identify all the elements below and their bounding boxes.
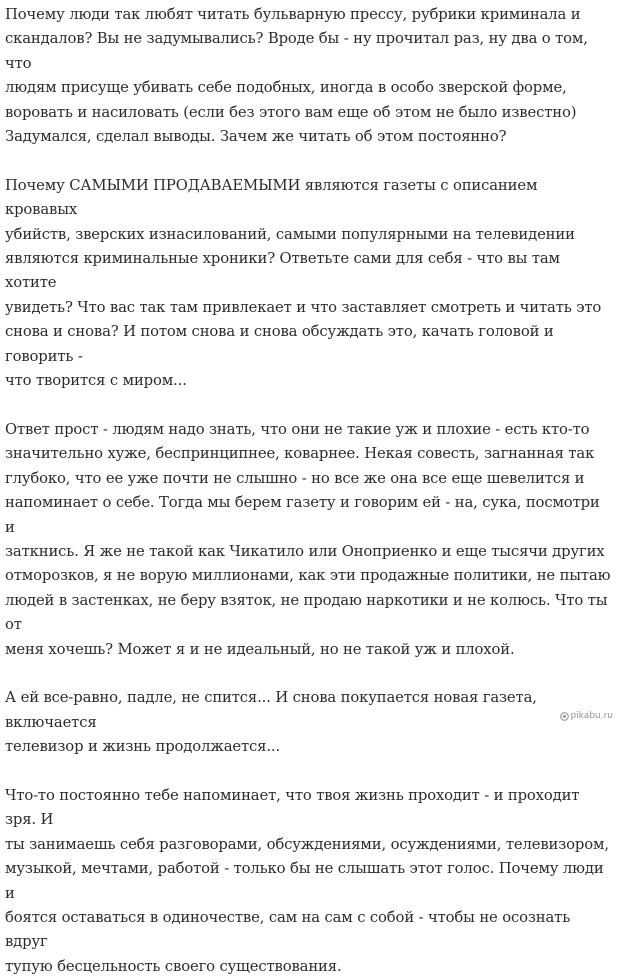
article-body [5,3,613,979]
article-paragraph-3: Ответ прост - людям надо знать, что они не такие уж и плохие - есть кто-то значительно хуже, беспринципнее, коварнее. Некая совесть, загнанная так глубоко, что ее уже почти не слышно - но все же она все еще шевелится и напоминает о себе. Тогда мы берем газету и говорим ей - на, сука, посмотри и заткнись. Я же не такой как Чикатило или Оноприенко и еще тысячи других отморозков, я не ворую миллионами, как эти продажные политики, не пытаю людей в застенках, не беру взяток, не продаю наркотики и не колюсь. Что ты от меня хочешь? Может я и не идеальный, но не такой уж и плохой. [5,420,611,658]
pikabu-logo-icon [560,712,569,721]
article-paragraph-4: А ей все-равно, падле, не спится... И снова покупается новая газета, включается телевизор и жизнь продолжается... [5,689,537,756]
pikabu-watermark [560,711,613,721]
watermark-text: pikabu.ru [570,711,613,721]
article-paragraph-5: Что-то постоянно тебе напоминает, что твоя жизнь проходит - и проходит зря. И ты занимаешь себя разговорами, обсуждениями, осуждениями, телевизором, музыкой, мечтами, работой - только бы не слышать этот голос. Почему люди и боятся оставаться в одиночестве, сам на сам с собой - чтобы не осознать вдруг тупую бесцельность своего существования. [5,786,609,975]
article-paragraph-2: Почему САМЫМИ ПРОДАВАЕМЫМИ являются газеты с описанием кровавых убийств, зверских изнасилований, самыми популярными на телевидении являются криминальные хроники? Ответьте сами для себя - что вы там хотите увидеть? Что вас так там привлекает и что заставляет смотреть и читать это снова и снова? И потом снова и снова обсуждать это, качать головой и говорить - что творится с миром... [5,176,602,390]
article-paragraph-1: Почему люди так любят читать бульварную прессу, рубрики криминала и скандалов? Вы не задумывались? Вроде бы - ну прочитал раз, ну два о том, что людям присуще убивать себе подобных, иногда в особо зверской форме, воровать и насиловать (если без этого вам еще об этом не было известно) Задумался, сделал выводы. Зачем же читать об этом постоянно? [5,6,588,146]
